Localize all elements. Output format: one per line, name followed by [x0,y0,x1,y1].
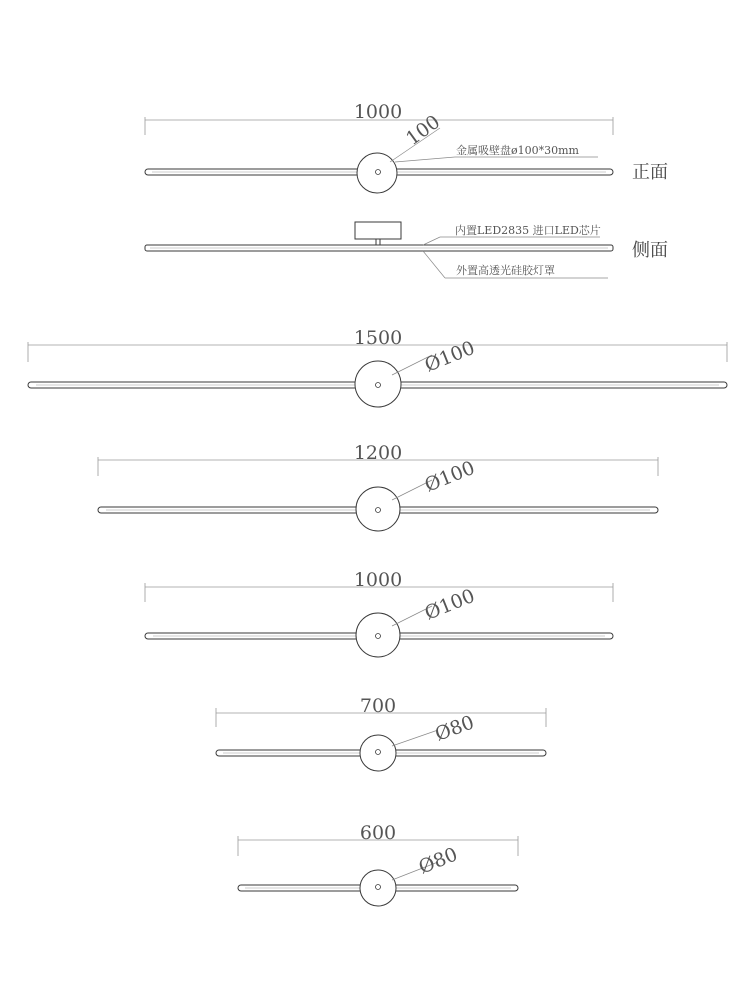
front-length-label: 1000 [353,101,403,123]
front-view-label: 正面 [632,162,668,183]
variant-700 [216,695,546,771]
variant-length-label: 600 [359,822,397,844]
front-view [145,101,668,193]
variant-1200 [98,442,658,531]
cover-note: 外置高透光硅胶灯罩 [456,264,555,277]
variant-mount-center [376,885,381,890]
led-note: 内置LED2835 进口LED芯片 [455,224,601,237]
side-mount-block [355,222,401,239]
variant-mount-center [376,508,381,513]
variant-mount-center [376,634,381,639]
mount-note-leader [395,157,455,162]
led-note-leader [423,237,440,245]
variant-1500 [28,327,727,407]
variant-diameter-label: Ø100 [421,336,478,377]
variant-length-label: 1000 [353,569,403,591]
cover-note-leader [423,251,445,278]
front-dimension [145,101,613,135]
variant-diameter-label: Ø100 [421,456,478,497]
variant-diameter-label: Ø100 [421,584,478,625]
variant-diameter-leader [392,730,438,746]
variant-length-label: 1200 [353,442,403,464]
variant-diameter-label: Ø80 [432,711,478,746]
front-mount-dim-label: 100 [402,110,445,151]
mount-note: 金属吸壁盘ø100*30mm [456,144,579,157]
front-mount-center [376,170,381,175]
variant-length-label: 700 [359,695,397,717]
variant-mount-center [376,383,381,388]
variant-diameter-label: Ø80 [415,843,461,879]
variant-mount-center [376,750,381,755]
variant-600 [238,822,518,906]
side-view [145,222,668,278]
variant-1000 [145,569,613,657]
variant-length-label: 1500 [353,327,403,349]
side-view-label: 侧面 [632,240,668,261]
